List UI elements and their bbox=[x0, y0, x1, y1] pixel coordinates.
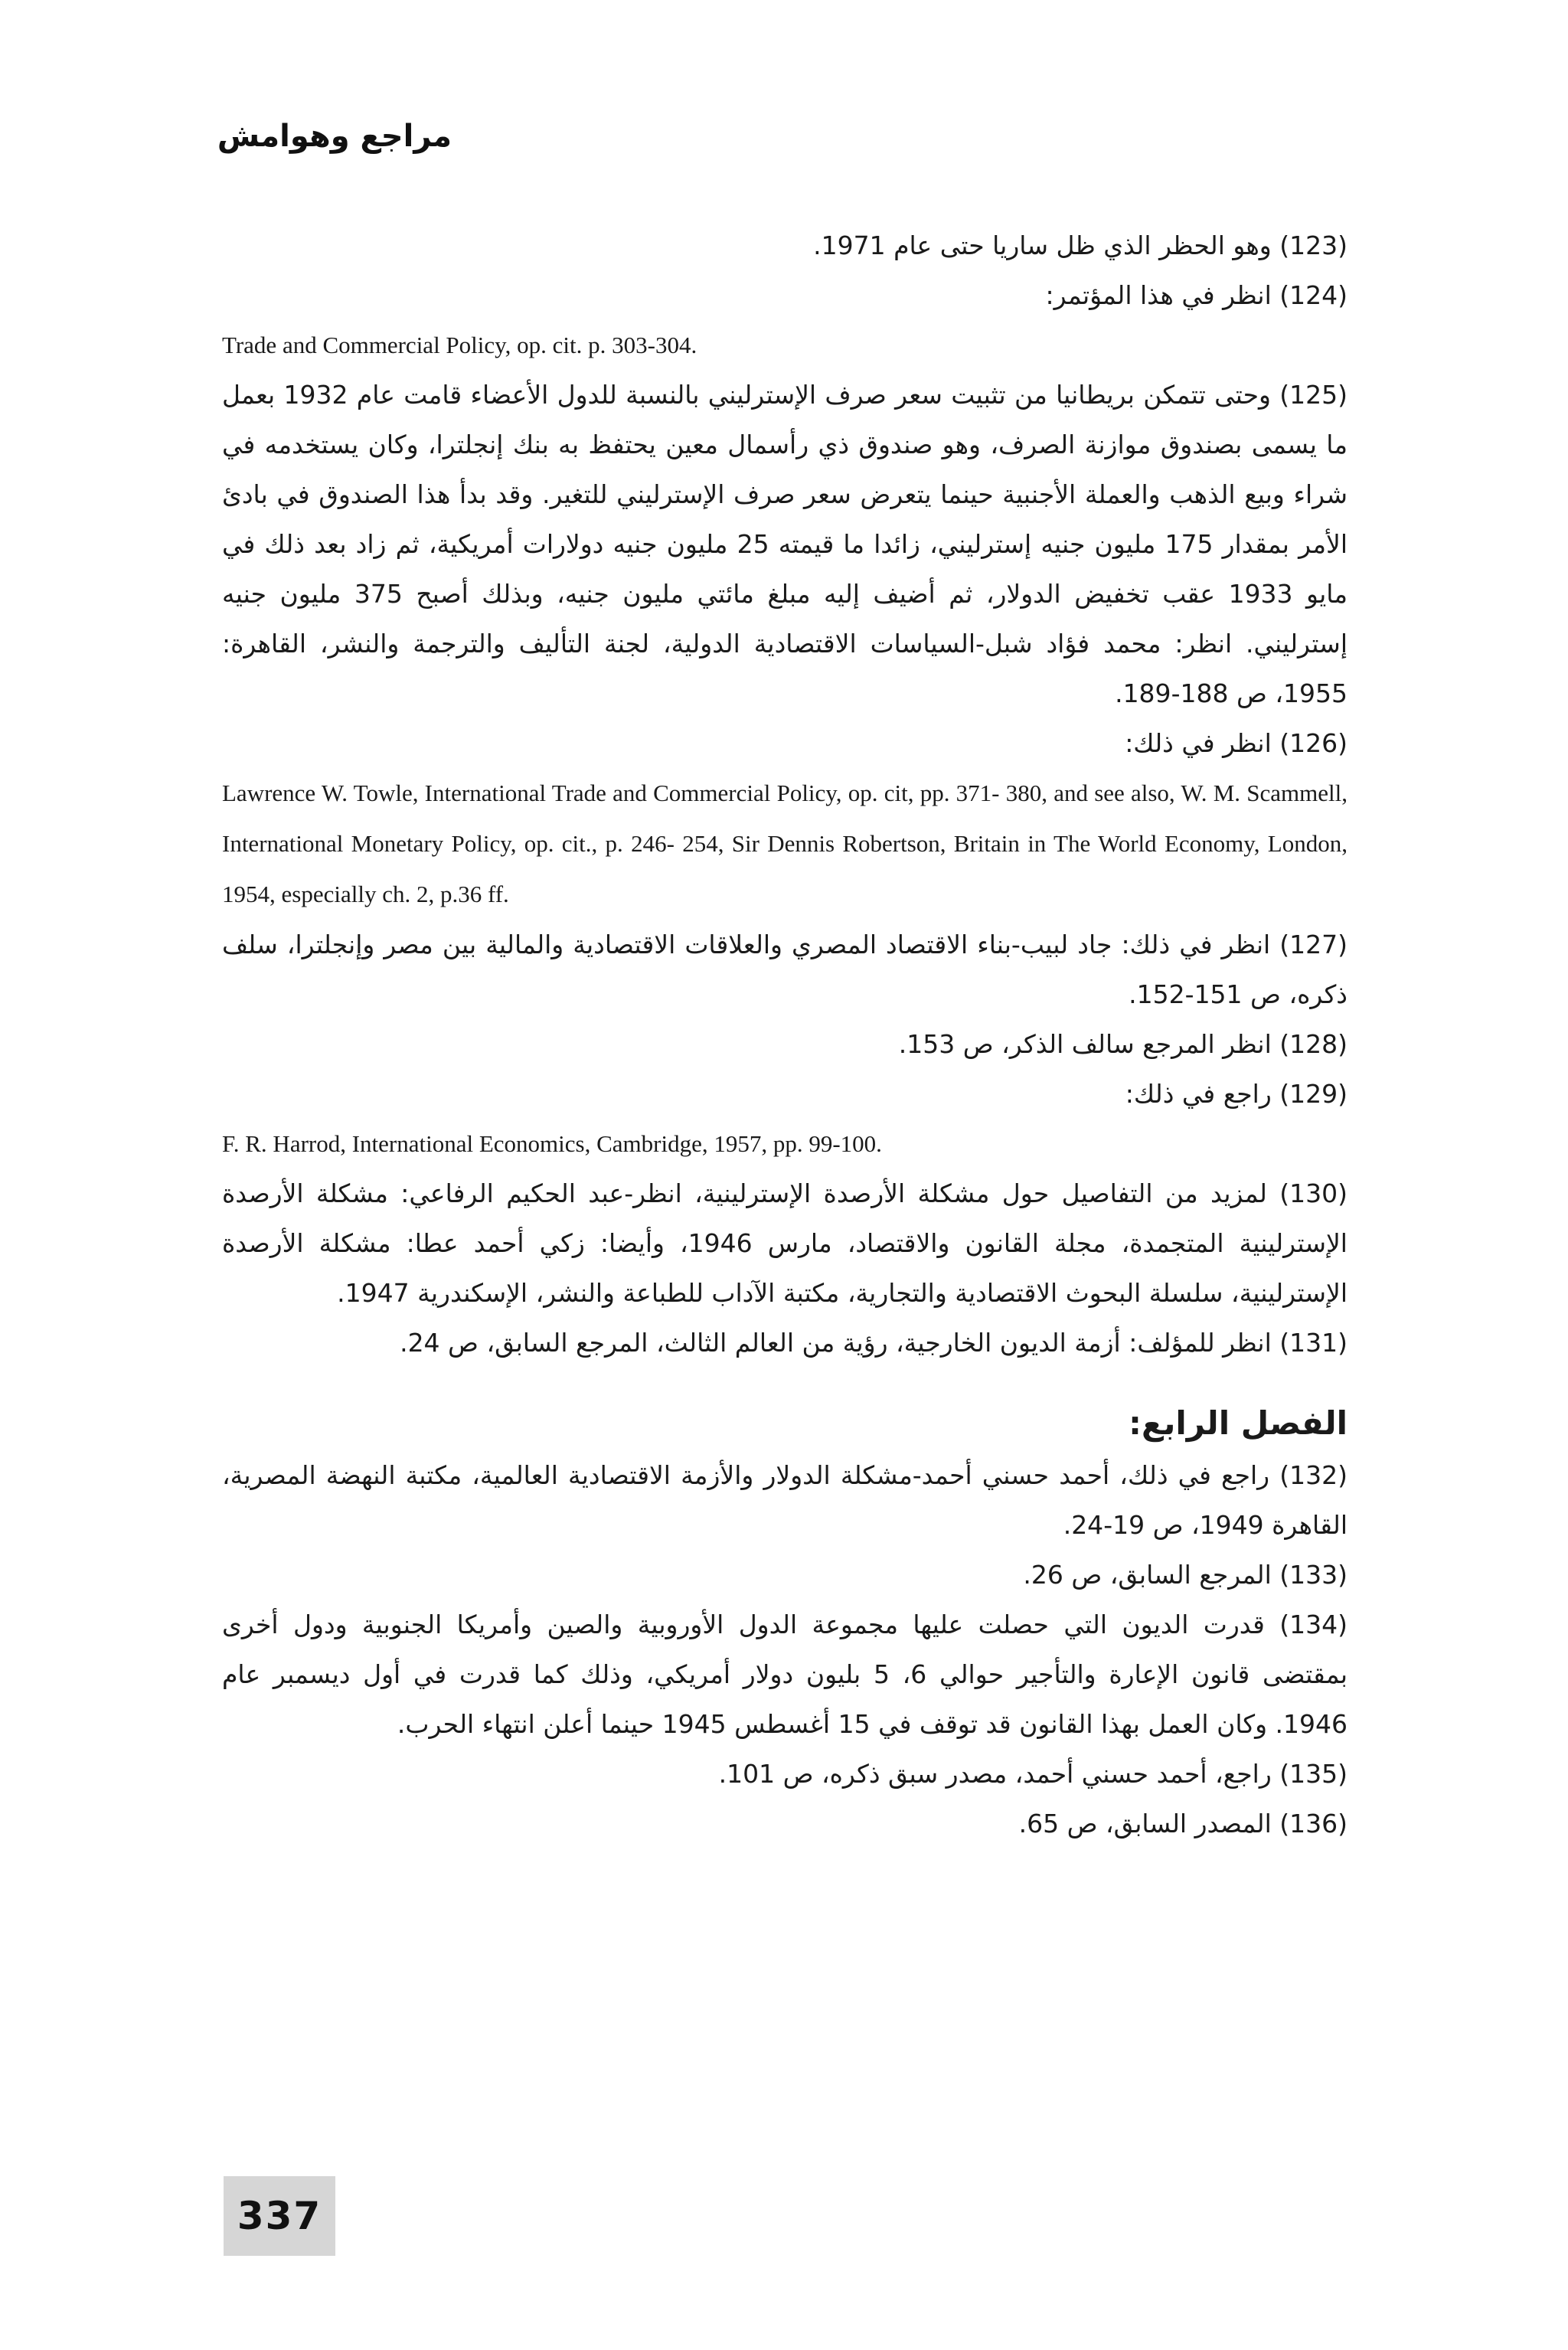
note-129-citation: F. R. Harrod, International Economics, Cambridge, 1957, pp. 99-100. bbox=[222, 1130, 882, 1157]
note-128: (128) انظر المرجع سالف الذكر، ص 153. bbox=[898, 1029, 1348, 1059]
note-136: (136) المصدر السابق، ص 65. bbox=[1018, 1809, 1348, 1838]
page-number: 337 bbox=[237, 2194, 322, 2238]
note-126-citation: Lawrence W. Towle, International Trade and Commercial Policy, op. cit, pp. 371- 380, and see also, W. M. Scammell, International Monetary Policy, op. cit., p. 246- 254, Sir Dennis Robertson, Britain in The World Economy, London, 1954, especially ch. 2, p.36 ff. bbox=[222, 780, 1348, 907]
note-131: (131) انظر للمؤلف: أزمة الديون الخارجية، رؤية من العالم الثالث، المرجع السابق، ص 24. bbox=[400, 1328, 1348, 1358]
note-127: (127) انظر في ذلك: جاد لبيب-بناء الاقتصاد المصري والعلاقات الاقتصادية والمالية بين مصر وإنجلترا، سلف ذكره، ص 151-152. bbox=[222, 930, 1348, 1009]
note-130: (130) لمزيد من التفاصيل حول مشكلة الأرصدة الإسترلينية، انظر-عبد الحكيم الرفاعي: مشكلة الأرصدة الإسترلينية المتجمدة، مجلة القانون والاقتصاد، مارس 1946، وأيضا: زكي أحمد عطا: مشكلة الأرصدة الإسترلينية، سلسلة البحوث الاقتصادية والتجارية، مكتبة الآداب للطباعة والنشر، الإسكندرية 1947. bbox=[222, 1178, 1348, 1308]
note-123: (123) وهو الحظر الذي ظل ساريا حتى عام 1971. bbox=[813, 230, 1348, 260]
notes-body bbox=[222, 221, 1348, 1848]
note-134: (134) قدرت الديون التي حصلت عليها مجموعة الدول الأوروبية والصين وأمريكا الجنوبية ودول أخرى بمقتضى قانون الإعارة والتأجير حوالي 6، 5 بليون دولار أمريكي، وذلك كما قدرت في أول ديسمبر عام 1946. وكان العمل بهذا القانون قد توقف في 15 أغسطس 1945 حينما أعلن انتهاء الحرب. bbox=[222, 1610, 1348, 1739]
note-129: (129) راجع في ذلك: bbox=[1125, 1079, 1348, 1109]
note-124: (124) انظر في هذا المؤتمر: bbox=[1045, 280, 1348, 310]
running-head: مراجع وهوامش bbox=[217, 119, 452, 154]
note-132: (132) راجع في ذلك، أحمد حسني أحمد-مشكلة الدولار والأزمة الاقتصادية العالمية، مكتبة النهضة المصرية، القاهرة 1949، ص 19-24. bbox=[222, 1460, 1348, 1540]
section-heading: الفصل الرابع: bbox=[1129, 1404, 1348, 1442]
page-number-box bbox=[224, 2176, 335, 2256]
note-124-citation: Trade and Commercial Policy, op. cit. p. 303-304. bbox=[222, 332, 697, 358]
note-125: (125) وحتى تتمكن بريطانيا من تثبيت سعر صرف الإسترليني بالنسبة للدول الأعضاء قامت عام 1932 بعمل ما يسمى بصندوق موازنة الصرف، وهو صندوق ذي رأسمال معين يحتفظ به بنك إنجلترا، وكان يستخدمه في شراء وبيع الذهب والعملة الأجنبية حينما يتعرض سعر صرف الإسترليني للتغير. وقد بدأ هذا الصندوق في بادئ الأمر بمقدار 175 مليون جنيه إسترليني، زائدا ما قيمته 25 مليون جنيه دولارات أمريكية، ثم زاد بعد ذلك في مايو 1933 عقب تخفيض الدولار، ثم أضيف إليه مبلغ مائتي مليون جنيه، وبذلك أصبح 375 مليون جنيه إسترليني. انظر: محمد فؤاد شبل-السياسات الاقتصادية الدولية، لجنة التأليف والترجمة والنشر، القاهرة: 1955، ص 188-189. bbox=[222, 380, 1348, 708]
note-126: (126) انظر في ذلك: bbox=[1125, 728, 1348, 758]
note-133: (133) المرجع السابق، ص 26. bbox=[1023, 1560, 1348, 1590]
note-135: (135) راجع، أحمد حسني أحمد، مصدر سبق ذكره، ص 101. bbox=[718, 1759, 1348, 1789]
